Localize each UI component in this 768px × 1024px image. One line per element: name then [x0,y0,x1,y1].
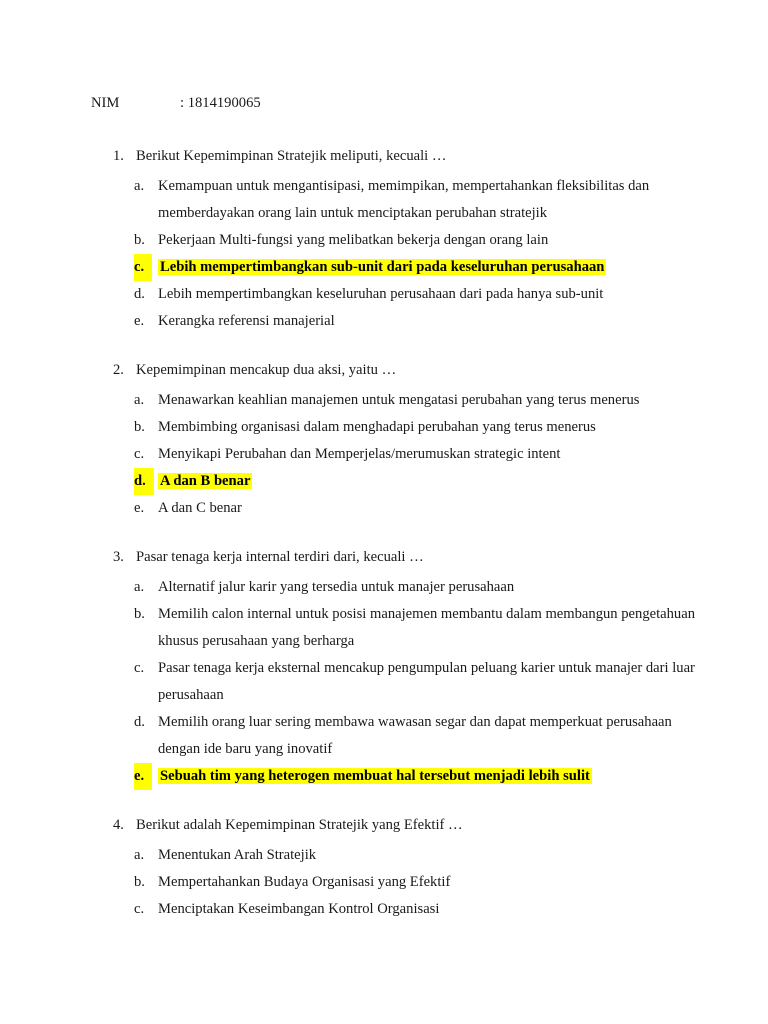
option-a [0,387,768,414]
question-1 [0,146,768,335]
option-text: A dan C benar [158,500,242,516]
question-text: Berikut adalah Kepemimpinan Stratejik yang Efektif … [136,817,463,833]
option-text: Kerangka referensi manajerial [158,313,335,329]
option-letter: c. [134,254,152,281]
option-text: Menyikapi Perubahan dan Memperjelas/merumuskan strategic intent [158,446,561,462]
option-letter: a. [134,178,145,194]
option-e [0,308,768,335]
question-text: Berikut Kepemimpinan Stratejik meliputi, kecuali … [136,148,447,164]
question-number: 2. [113,362,124,378]
option-letter: e. [134,763,152,790]
option-letter: b. [134,419,145,435]
question-text: Kepemimpinan mencakup dua aksi, yaitu … [136,362,397,378]
question-text: Pasar tenaga kerja internal terdiri dari, kecuali … [136,549,424,565]
option-text: Menentukan Arah Stratejik [158,847,317,863]
option-text: Membimbing organisasi dalam menghadapi perubahan yang terus menerus [158,419,596,435]
question-2 [0,360,768,522]
option-letter: b. [134,874,145,890]
option-letter: e. [134,500,145,516]
option-letter: c. [134,660,145,676]
option-letter: b. [134,232,145,248]
option-letter: d. [134,286,145,302]
option-text: Memilih calon internal untuk posisi manajemen membantu dalam membangun pengetahuan khusus perusahaan yang berharga [158,606,695,649]
option-letter: a. [134,579,145,595]
option-c-answer [0,254,768,281]
nim-line [91,93,261,113]
option-d [0,281,768,308]
option-d [0,709,768,763]
question-number: 1. [113,148,124,164]
option-a [0,574,768,601]
option-e [0,495,768,522]
option-a [0,173,768,227]
option-letter: d. [134,714,145,730]
option-letter: c. [134,446,145,462]
option-c [0,655,768,709]
option-text: Kemampuan untuk mengantisipasi, memimpikan, mempertahankan fleksibilitas dan memberdayakan orang lain untuk menciptakan perubahan stratejik [158,178,650,221]
option-text-highlighted: Sebuah tim yang heterogen membuat hal tersebut menjadi lebih sulit [160,768,590,784]
option-a [0,842,768,869]
option-letter: e. [134,313,145,329]
option-b [0,869,768,896]
option-text: Mempertahankan Budaya Organisasi yang Efektif [158,874,451,890]
option-e-answer [0,763,768,790]
option-text: Menciptakan Keseimbangan Kontrol Organisasi [158,901,440,917]
question-number: 3. [113,549,124,565]
option-c [0,896,768,923]
option-c [0,441,768,468]
option-letter: a. [134,847,145,863]
option-text: Pasar tenaga kerja eksternal mencakup pengumpulan peluang karier untuk manajer dari luar perusahaan [158,660,695,703]
option-letter: c. [134,901,145,917]
option-b [0,414,768,441]
nim-label: NIM [91,95,120,111]
option-b [0,227,768,254]
nim-value: : 1814190065 [180,95,261,111]
option-text: Alternatif jalur karir yang tersedia untuk manajer perusahaan [158,579,515,595]
question-4 [0,815,768,923]
option-letter: a. [134,392,145,408]
option-text-highlighted: Lebih mempertimbangkan sub-unit dari pada keseluruhan perusahaan [160,259,605,275]
option-b [0,601,768,655]
option-text: Menawarkan keahlian manajemen untuk mengatasi perubahan yang terus menerus [158,392,640,408]
option-text: Memilih orang luar sering membawa wawasan segar dan dapat memperkuat perusahaan dengan ide baru yang inovatif [158,714,672,757]
option-letter: d. [134,468,154,495]
option-letter: b. [134,606,145,622]
option-d-answer [0,468,768,495]
option-text: Pekerjaan Multi-fungsi yang melibatkan bekerja dengan orang lain [158,232,549,248]
question-3 [0,547,768,790]
option-text-highlighted: A dan B benar [160,473,251,489]
question-number: 4. [113,817,124,833]
option-text: Lebih mempertimbangkan keseluruhan perusahaan dari pada hanya sub-unit [158,286,604,302]
